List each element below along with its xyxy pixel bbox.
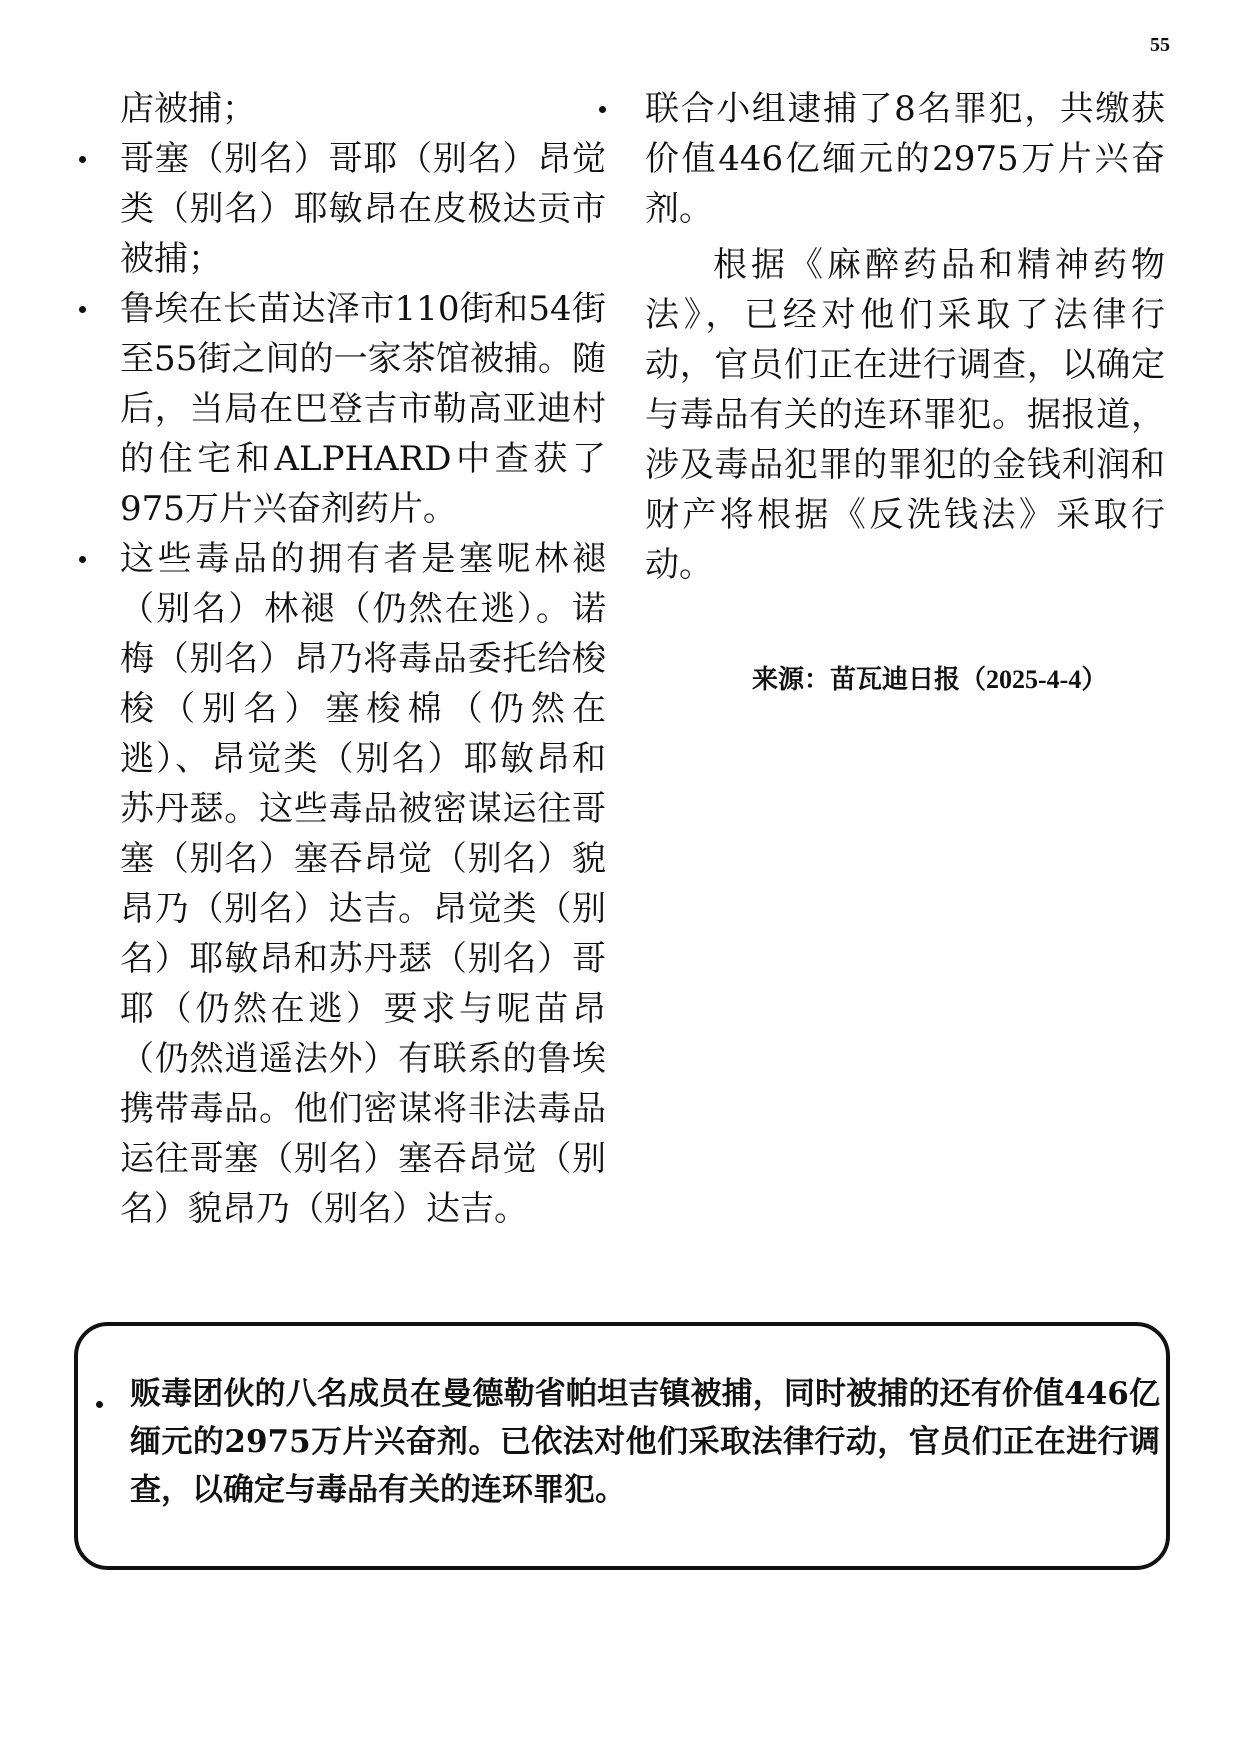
bullet-icon xyxy=(96,1401,103,1408)
bullet-icon xyxy=(599,106,606,113)
left-bullet-list xyxy=(120,134,606,1234)
bullet-icon xyxy=(79,556,86,563)
list-item-text: 这些毒品的拥有者是塞呢林褪（别名）林褪（仍然在逃）。诺梅（别名）昂乃将毒品委托给梭梭（别名）塞梭棉（仍然在逃）、昂觉类（别名）耶敏昂和苏丹瑟。这些毒品被密谋运往哥塞（别名）塞吞昂觉（别名）貌昂乃（别名）达吉。昂觉类（别名）耶敏昂和苏丹瑟（别名）哥耶（仍然在逃）要求与呢苗昂（仍然逍遥法外）有联系的鲁埃携带毒品。他们密谋将非法毒品运往哥塞（别名）塞吞昂觉（别名）貌昂乃（别名）达吉。 xyxy=(120,539,606,1229)
source-citation: 来源：苗瓦迪日报（2025-4-4） xyxy=(752,665,1108,694)
right-bullet-list xyxy=(645,84,1165,234)
bullet-icon xyxy=(79,306,86,313)
list-item-text: 联合小组逮捕了8名罪犯，共缴获价值446亿缅元的2975万片兴奋剂。 xyxy=(645,89,1165,229)
continued-text: 店被捕； xyxy=(120,89,256,129)
left-column xyxy=(120,84,606,1234)
list-item-text: 哥塞（别名）哥耶（别名）昂觉类（别名）耶敏昂在皮极达贡市被捕； xyxy=(120,139,606,279)
page-number: 55 xyxy=(1150,34,1170,56)
list-item xyxy=(645,84,1165,234)
bullet-icon xyxy=(79,156,86,163)
summary-text: 贩毒团伙的八名成员在曼德勒省帕坦吉镇被捕，同时被捕的还有价值446亿缅元的2975万片兴奋剂。已依法对他们采取法律行动，官员们正在进行调查，以确定与毒品有关的连环罪犯。 xyxy=(130,1376,1160,1508)
body-paragraph: 根据《麻醉药品和精神药物法》，已经对他们采取了法律行动，官员们正在进行调查，以确定与毒品有关的连环罪犯。据报道，涉及毒品犯罪的罪犯的金钱利润和财产将根据《反洗钱法》采取行动。 xyxy=(645,245,1165,585)
list-item-text: 鲁埃在长苗达泽市110街和54街至55街之间的一家茶馆被捕。随后，当局在巴登吉市勒高亚迪村的住宅和ALPHARD中查获了975万片兴奋剂药片。 xyxy=(120,289,606,529)
list-item xyxy=(120,534,606,1234)
right-column xyxy=(645,84,1165,590)
list-item xyxy=(120,284,606,534)
list-item xyxy=(120,134,606,284)
